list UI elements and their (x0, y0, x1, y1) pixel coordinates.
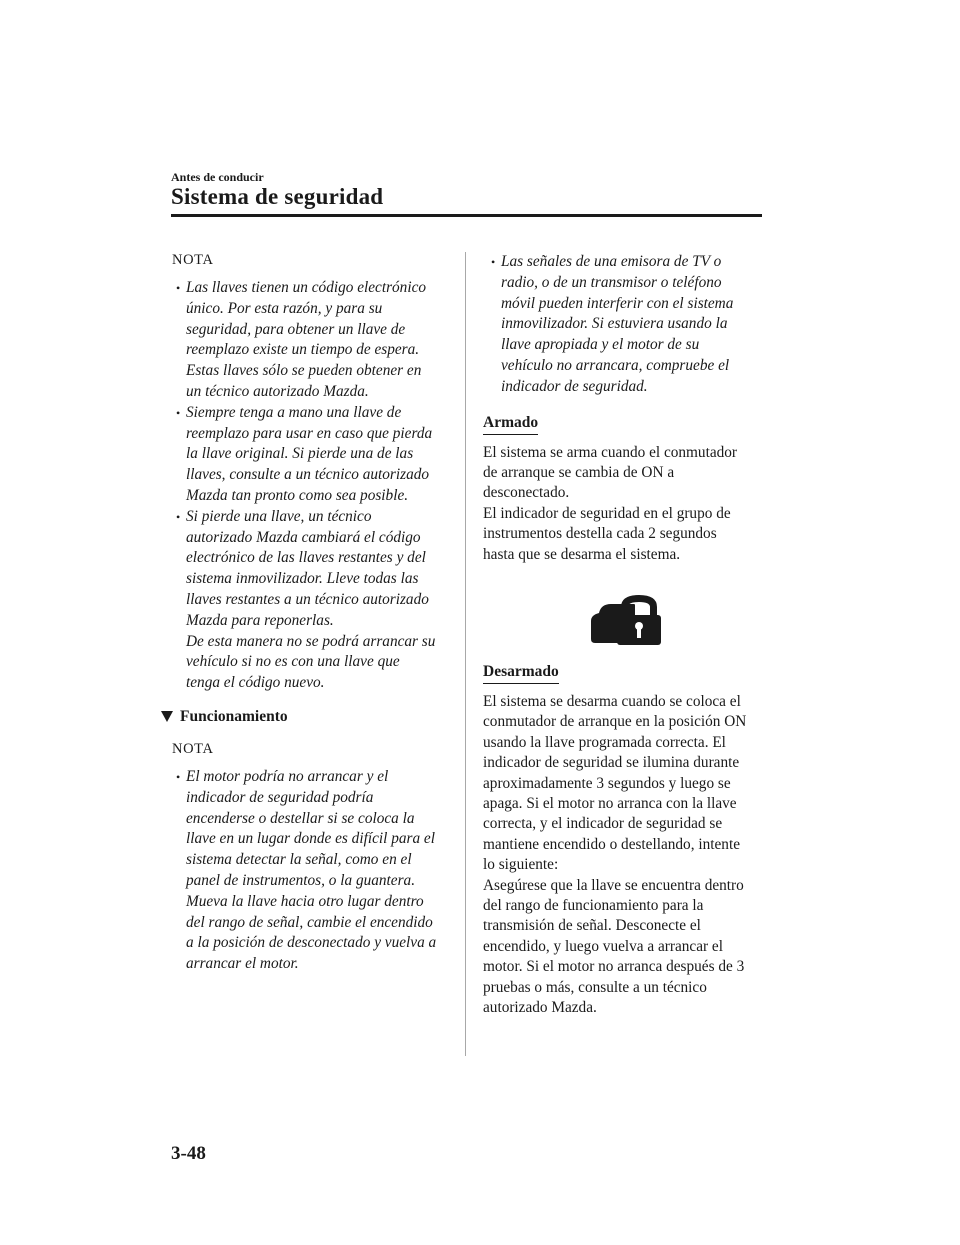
bullet-icon: • (491, 255, 496, 269)
list-item (172, 507, 448, 694)
page-title: Sistema de seguridad (171, 184, 384, 209)
list-item-text: Las señales de una emisora de TV o radio, o de un transmisor o teléfono móvil pueden interferir con el sistema inmovilizador. Si estuviera usando la llave apropiada y el motor de su vehículo no arrancara, compruebe el indicador de seguridad. (501, 253, 734, 395)
column-divider (465, 252, 466, 1056)
bullet-icon: • (176, 509, 181, 524)
list-item (172, 767, 448, 975)
nota-label: NOTA (172, 740, 214, 757)
security-indicator-icon (589, 591, 665, 647)
list-item (172, 278, 448, 403)
list-item-text: El motor podría no arrancar y el indicador de seguridad podría encenderse o destellar si se coloca la llave en un lugar donde es difícil para el sistema detectar la señal, como en el panel de instrumentos, o la guantera. Mueva la llave hacia otro lugar dentro del rango de señal, cambie el encendido a la posición de desconectado y vuelva a arrancar el motor. (186, 767, 437, 973)
bullet-icon: • (176, 281, 181, 295)
page-number: 3-48 (171, 1143, 206, 1164)
nota-bullet-list (487, 252, 770, 398)
triangle-down-icon (161, 711, 173, 722)
desarmado-text: El sistema se desarma cuando se coloca el conmutador de arranque en la posición ON usando la llave programada correcta. El indicador de seguridad se ilumina durante aproximadamente 3 segundos y luego se apaga. Si el motor no arranca con la llave correcta, y el indicador de seguridad se mantiene encendido o destellando, intente lo siguiente: Asegúrese que la llave se encuentra dentro del rango de funcionamiento para la transmisión de señal. Desconecte el encendido, y luego vuelva a arrancar el motor. Si el motor no arranca después de 3 pruebas o más, consulte a un técnico autorizado Mazda. (483, 693, 747, 1017)
security-indicator (483, 591, 770, 649)
list-item (487, 252, 770, 398)
section-label: Antes de conducir (171, 170, 264, 184)
bullet-icon: • (176, 405, 181, 420)
armado-text: El sistema se arma cuando el conmutador de arranque se cambia de ON a desconectado. El indicador de seguridad en el grupo de instrumentos destella cada 2 segundos hasta que se desarma el sistema. (483, 443, 738, 563)
list-item-text: Si pierde una llave, un técnico autorizado Mazda cambiará el código electrónico de las llaves restantes y del sistema inmovilizador. Lleve todas las llaves restantes a un técnico autorizado Mazda para reponerlas. De esta manera no se podrá arrancar su vehículo si no es con una llave que tenga el código nuevo. (186, 507, 436, 692)
list-item-text: Las llaves tienen un código electrónico único. Por esta razón, y para su seguridad, para obtener un llave de reemplazo existe un tiempo de espera. Estas llaves sólo se pueden obtener en un técnico autorizado Mazda. (186, 279, 427, 400)
nota-bullet-list (172, 278, 448, 694)
subheading-funcionamiento (161, 708, 448, 726)
armado-heading: Armado (483, 414, 538, 435)
list-item (172, 403, 448, 507)
right-column (483, 252, 770, 1019)
desarmado-heading: Desarmado (483, 663, 559, 684)
list-item-text: Siempre tenga a mano una llave de reemplazo para usar en caso que pierda la llave original. Si pierde una de las llaves, consulte a un técnico autorizado Mazda tan pronto como sea posible. (186, 403, 433, 504)
header-rule (171, 214, 762, 217)
bullet-icon: • (176, 769, 181, 784)
left-column (172, 252, 448, 975)
nota-bullet-list (172, 767, 448, 975)
subheading-text: Funcionamiento (180, 707, 288, 725)
nota-label: NOTA (172, 252, 214, 268)
